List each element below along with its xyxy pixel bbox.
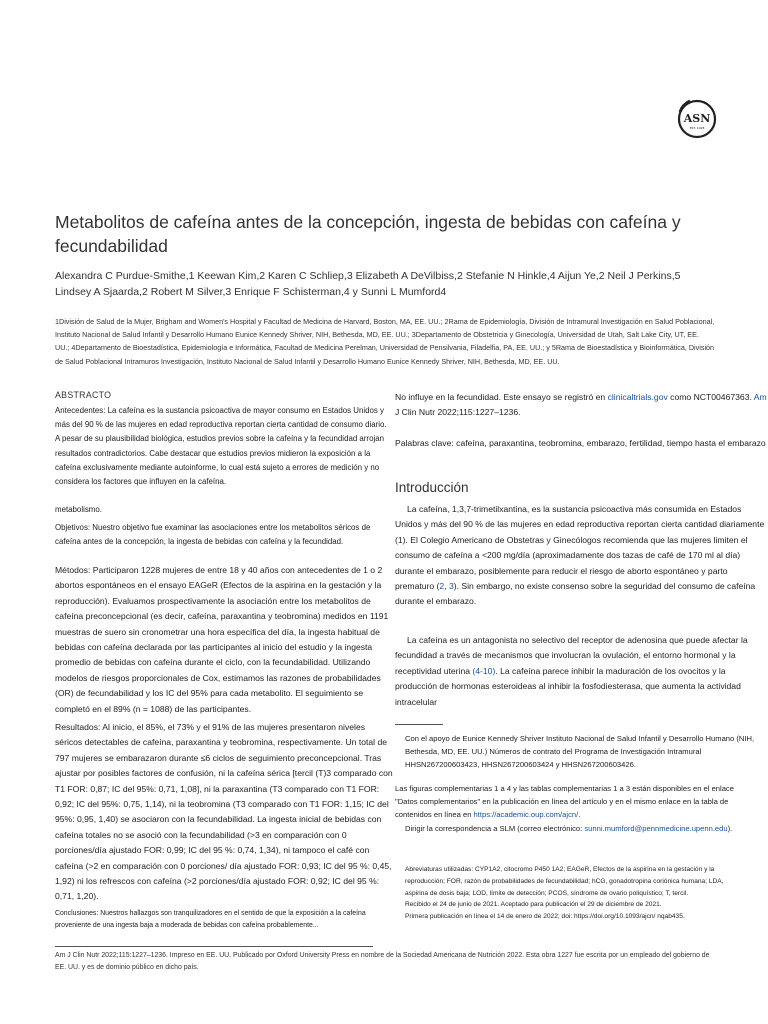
footnote-received: Recibido el 24 de junio de 2021. Aceptado para publicación el 29 de diciembre de 2021. xyxy=(405,901,662,909)
abstract-objectives: Objetivos: Nuestro objetivo fue examinar las asociaciones entre los metabolitos séricos de cafeína antes de la concepción, la ingesta de bebidas con cafeína y la fecundidad. xyxy=(55,523,371,547)
footnote-abbreviations-block xyxy=(395,864,740,923)
logo-subtext: EST. 1928 xyxy=(689,126,705,130)
intro-paragraph-2 xyxy=(395,633,768,710)
ref-separator: , xyxy=(444,581,449,592)
footnote-funding: Con el apoyo de Eunice Kennedy Shriver Instituto Nacional de Salud Infantil y Desarrollo Humano (NIH, Bethesda, MD, EE. UU.) Números de contrato del Programa de Investigación Intramural HHSN267200603423, HHSN267200603424 y HHSN267200603426. xyxy=(405,734,755,770)
author-list: Alexandra C Purdue-Smithe,1 Keewan Kim,2 Karen C Schliep,3 Elizabeth A DeVilbiss,2 Stefanie N Hinkle,4 Aijun Ye,2 Neil J Perkins,5 Lindsey A Sjaarda,2 Robert M Silver,3 Enrique F Schisterman,4 y Sunni L Mumford4 xyxy=(55,270,681,298)
abstract-conclusions: Conclusiones: Nuestros hallazgos son tranquilizadores en el sentido de que la exposición a la cafeína proveniente de una ingesta baja a moderada de bebidas con cafeína probablemente... xyxy=(55,910,366,930)
ref-link-4-10[interactable]: (4-10) xyxy=(472,665,496,676)
footnote-supplementary xyxy=(395,782,755,822)
fn3-end: ). xyxy=(727,824,733,833)
intro2-text: La cafeína es un antagonista no selectivo del receptor de adenosina que puede afectar la fecundidad a través de mecanismos que involucran la ovulación, el entorno hormonal y la receptividad uterina xyxy=(395,635,748,676)
bottom-divider xyxy=(55,946,373,947)
affiliations: 1División de Salud de la Mujer, Brigham and Women's Hospital y Facultad de Medicina de Harvard, Boston, MA, EE. UU.; 2Rama de Epidemiología, División de Intramural Investigación en Salud Poblacional, Instituto Nacional de Salud Infantil y Desarrollo Humano Eunice Kennedy Shriver, NIH, Bethesda, MD, EE. UU.; 3Departamento de Obstetricia y Ginecología, Universidad de Utah, Salt Lake City, UT, EE. UU.; 4Departamento de Bioestadística, Epidemiología e Informática, Facultad de Medicina Perelman, Universidad de Pensilvania, Filadelfia, PA, EE. UU.; y 5Rama de Bioestadística y Bioinformática, División de Salud Poblacional Intramuros Investigación, Instituto Nacional de Salud Infantil y Desarrollo Humano Eunice Kennedy Shriver, NIH, Bethesda, MD, EE. UU. xyxy=(55,317,715,366)
email-link[interactable]: sunni.mumford@pennmedicine.upenn.edu xyxy=(584,824,728,833)
article-title: Metabolitos de cafeína antes de la concepción, ingesta de bebidas con cafeína y fecundabilidad xyxy=(55,212,681,256)
footnote-published: Primera publicación en línea el 14 de enero de 2022; doi: https://doi.org/10.1093/ajcn/ nqab435. xyxy=(405,913,685,921)
abstract-background-end: metabolismo. xyxy=(55,505,102,514)
asn-logo xyxy=(676,98,718,140)
intro1-text-end: ). Sin embargo, no existe consenso sobre la seguridad del consumo de cafeína durante el embarazo. xyxy=(395,581,756,607)
intro2-text-end: . La cafeína parece inhibir la maduración de los ovocitos y la producción de hormonas esteroideas al inhibir la fosfodiesterasa, que aumenta la actividad intracelular xyxy=(395,665,741,707)
journal-citation: J Clin Nutr 2022;115:1227–1236. xyxy=(395,407,521,418)
abstract-results: Resultados: Al inicio, el 85%, el 73% y el 91% de las mujeres presentaron niveles séricos detectables de cafeína, paraxantina y teobromina, respectivamente. Un total de 797 mujeres se embarazaron durante ≤6 ciclos de seguimiento preconcepcional. Tras ajustar por posibles factores de confusión, ni la cafeína sérica [tercil (T)3 comparado con T1 FOR: 0,87; IC del 95%: 0,71, 1,08], ni la paraxantina (T3 comparado con T1 FOR: 0,92; IC del 95%: 0,75, 1,14), ni la teobromina (T3 comparado con T1 FOR: 1,15; IC del 95%: 0,95, 1,40) se asociaron con la fecundabilidad. La ingesta inicial de bebidas con cafeína totales no se asoció con la fecundabilidad (>3 en comparación con 0 porciones/día ajustado FOR: 0,99; IC del 95 %: 0,74, 1,34), ni tampoco el café con cafeína (>2 en comparación con 0 porciones/ día ajustado FOR: 0,93; IC del 95 %: 0,45, 1,92) ni los refrescos con cafeína (>2 porciones/día ajustado FOR: 0,92; IC del 95 %: 0,71, 1,20). xyxy=(55,722,393,902)
footnote-divider xyxy=(395,724,443,725)
bottom-copyright-note: Am J Clin Nutr 2022;115:1227–1236. Impreso en EE. UU. Publicado por Oxford University Press en nombre de la Sociedad Americana de Nutrición 2022. Esta obra 1227 fue escrita por un empleado del gobierno de EE. UU. y es de dominio público en dicho país. xyxy=(55,952,710,972)
trial-registration xyxy=(395,390,768,421)
footnote-correspondence xyxy=(395,822,755,835)
clinicaltrials-link[interactable]: clinicaltrials.gov xyxy=(607,392,668,402)
fn2-end: . xyxy=(578,810,581,820)
abstract-heading: ABSTRACTO xyxy=(55,390,112,400)
journal-link[interactable]: Am xyxy=(753,392,767,402)
intro-paragraph-1 xyxy=(395,502,768,610)
fn3-text: Dirigir la correspondencia a SLM (correo electrónico: xyxy=(405,824,585,833)
fn2-text: Las figuras complementarias 1 a 4 y las tablas complementarias 1 a 3 están disponibles en el enlace "Datos complementarios" en la publicación en línea del artículo y en el mismo enlace en la tabla de contenidos en línea en xyxy=(395,784,734,820)
abstract-background: Antecedentes: La cafeína es la sustancia psicoactiva de mayor consumo en Estados Unidos y más del 90 % de las mujeres en edad reproductiva reportan cierta cantidad de consumo diario. A pesar de su plausibilidad biológica, estudios previos sobre la cafeína y la fecundidad arrojan resultados contradictorios. Cabe destacar que estudios previos midieron la exposición a la cafeína exclusivamente mediante autoinforme, lo cual está sujeto a errores de medición y no considera los factores que influyen en la cafeína. xyxy=(55,406,387,487)
footnote-abbreviations: Abreviaturas utilizadas: CYP1A2, citocromo P450 1A2; EAGeR, Efectos de la aspirina en la gestación y la reproducción; FOR, razón de probabilidades de fecundabilidad; hCG, gonadotropina coriónica humana; LDA, aspirina de dosis baja; LOD, límite de detección; PCOS, síndrome de ovario poliquístico; T, tercil. xyxy=(405,866,724,897)
trial-text: No influye en la fecundidad. Este ensayo se registró en xyxy=(395,392,608,402)
academic-oup-link[interactable]: https://academic.oup.com/ajcn/ xyxy=(473,810,579,820)
ref-link-2[interactable]: 2 xyxy=(439,581,445,592)
ref-link-3[interactable]: 3 xyxy=(448,581,454,592)
intro1-text: La cafeína, 1,3,7-trimetilxantina, es la sustancia psicoactiva más consumida en Estados Unidos y más del 90 % de las mujeres en edad reproductiva reportan cierta cantidad diariamente (1). El Colegio Americano de Obstetras y Ginecólogos recomienda que las mujeres limiten el consumo de cafeína a <200 mg/día (aproximadamente dos tazas de café de 170 ml al día) durante el embarazo, posiblemente para reducir el riesgo de aborto espontáneo y parto prematuro ( xyxy=(395,504,765,592)
trial-id: como NCT00467363. xyxy=(667,392,754,402)
introduction-heading: Introducción xyxy=(395,480,469,495)
logo-text: ASN xyxy=(683,112,711,125)
keywords: Palabras clave: cafeína, paraxantina, teobromina, embarazo, fertilidad, tiempo hasta el embarazo xyxy=(395,438,766,448)
abstract-methods: Métodos: Participaron 1228 mujeres de entre 18 y 40 años con antecedentes de 1 o 2 abortos espontáneos en el ensayo EAGeR (Efectos de la aspirina en la gestación y la reproducción). Evaluamos prospectivamente la asociación entre los metabolitos de cafeína preconcepcional (es decir, cafeína, paraxantina y teobromina) medidos en 1191 muestras de suero sin cronometrar una hora específica del día, la ingesta habitual de bebidas con cafeína declarada por las participantes al inicio del estudio y la ingesta promedio de bebidas con cafeína durante el ciclo, con la fecundabilidad. Utilizando modelos de riesgos proporcionales de Cox, estimamos las razones de probabilidades (OR) de fecundabilidad y los IC del 95% para cada metabolito. El seguimiento se completó en el 89% (n = 1088) de las participantes. xyxy=(55,565,389,714)
